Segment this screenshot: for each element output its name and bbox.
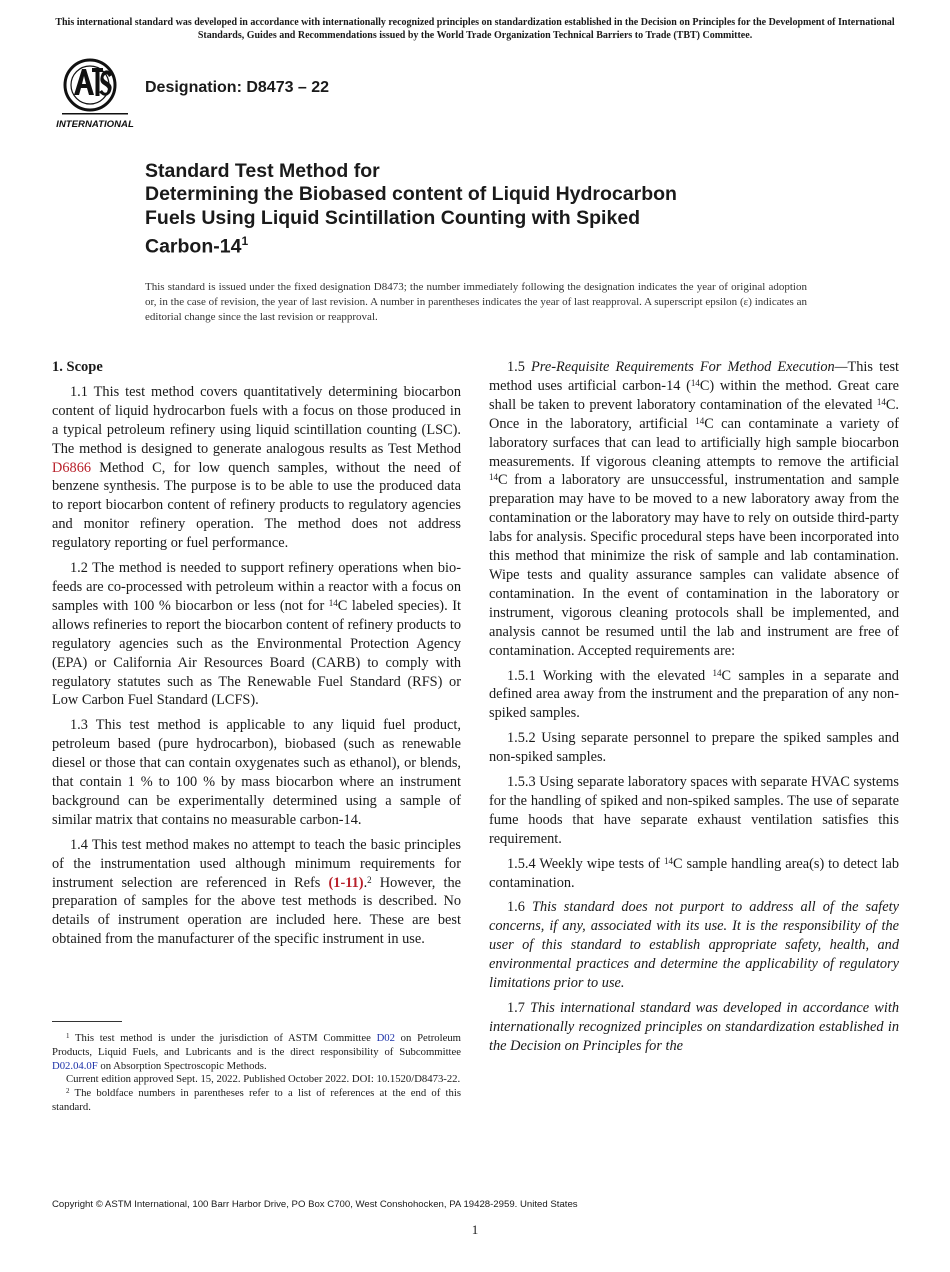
- d02-04-0f-link[interactable]: D02.04.0F: [52, 1059, 98, 1072]
- page-number: 1: [471, 1222, 479, 1237]
- left-column: [52, 358, 461, 955]
- title-line-4: [145, 230, 865, 259]
- title-line-1: Standard Test Method for: [145, 160, 380, 182]
- d6866-link[interactable]: D6866: [52, 459, 92, 476]
- footnote-1: $^1$ This test method is under the jurisdiction of ASTM Committee D02 on Petroleum Products, Liquid Fuels, and Lubricants and is the direct responsibility of Subcommittee D02.04.0F on Absorption Spectroscopic Methods.: [52, 1032, 461, 1072]
- section-1-2: 1.2 The method is needed to support refinery operations when bio-feeds are co-processed with petroleum within a reactor with a focus on samples with 100 % biocarbon or less (not for $^{14}$C labeled species). It allows refineries to report the biocarbon content of refinery products to regulatory agencies such as the Environmental Protection Agency (EPA) or California Air Resources Board (CARB) to comply with regulatory statutes such as The Renewable Fuel Standard (RFS) or Low Carbon Fuel Standard (LCFS).: [52, 560, 461, 709]
- footnote-2-mark[interactable]: 2: [367, 874, 372, 885]
- reference-link[interactable]: (1-11): [328, 874, 364, 891]
- footnote-2: $^2$ The boldface numbers in parentheses refer to a list of references at the end of this standard.: [52, 1087, 461, 1113]
- astm-logo-mark: [52, 55, 134, 133]
- title-footnote-mark[interactable]: 1: [241, 234, 249, 249]
- title-line-3: Fuels Using Liquid Scintillation Counting with Spiked: [145, 206, 641, 229]
- copyright-line: Copyright © ASTM International, 100 Barr Harbor Drive, PO Box C700, West Conshohocken, PA 19428-2959. United States: [52, 1199, 578, 1210]
- section-1-1: 1.1 This test method covers quantitatively determining biocarbon content of liquid hydrocarbon fuels with a focus on those produced in a typical petroleum refinery using liquid scintillation counting (LSC). The method is designed to generate analogous results as Test Method D6866 Method C, for low quench samples, without the need of benzene synthesis. The purpose is to be able to use the produced data to report biocarbon content of refinery products to regulatory agencies and monitor refinery operation. The method does not address regulatory reporting or fuel performance.: [52, 383, 461, 552]
- logo-text: INTERNATIONAL: [56, 119, 134, 130]
- document-title: [145, 160, 865, 259]
- scope-heading: 1. Scope: [52, 359, 103, 375]
- section-1-5-2: 1.5.2 Using separate personnel to prepare the spiked samples and non-spiked samples.: [489, 730, 899, 766]
- section-1-6: 1.6 This standard does not purport to address all of the safety concerns, if any, associated with its use. It is the responsibility of the user of this standard to establish appropriate safety, health, and environmental practices and determine the applicability of regulatory limitations prior to use.: [489, 899, 900, 992]
- section-1-4: 1.4 This test method makes no attempt to teach the basic principles of the instrumentation used although minimum requirements for instrument selection are referenced in Refs (1-11).$^2$ However, the preparation of samples for the above test methods is described. No details of instrument operation are included here. These are best obtained from the manufacturer of the specific instrument in use.: [52, 836, 461, 948]
- footnotes: [52, 1032, 461, 1115]
- designation: Designation: D8473 – 22: [145, 79, 330, 96]
- section-1-5-1: 1.5.1 Working with the elevated $^{14}$C samples in a separate and defined area away from the instrument and the preparation of any non-spiked samples.: [489, 667, 899, 722]
- section-1-3: 1.3 This test method is applicable to any liquid fuel product, petroleum based (pure hydrocarbon), biobased (such as renewable diesel or those that can contain oxygenates such as ethanol), or blends, that contain 1 % to 100 % by mass biocarbon where an instrument background can be experimentally determined using a sample of similar matrix that contains no measurable carbon-14.: [52, 717, 461, 828]
- title-line-2: Determining the Biobased content of Liquid Hydrocarbon: [145, 183, 677, 206]
- d02-link[interactable]: D02: [376, 1032, 395, 1044]
- astm-logo: [52, 55, 134, 133]
- section-1-7: 1.7 This international standard was developed in accordance with internationally recognized principles on standardization established in the Decision on Principles for the: [489, 1000, 899, 1054]
- title-line-4-text: Carbon-14: [145, 235, 242, 258]
- wto-notice: This international standard was developed in accordance with internationally recognized principles on standardization established in the Decision on Principles for the Development of International Standards, Guides and Recommendations issued by the World Trade Organization Technical Barriers to Trade (TBT) Committee.: [55, 17, 895, 41]
- edition-note: Current edition approved Sept. 15, 2022. Published October 2022. DOI: 10.1520/D8473-22.: [66, 1073, 461, 1086]
- right-column: [489, 358, 899, 1062]
- section-1-5: 1.5 Pre-Requisite Requirements For Method Execution—This test method uses artificial carbon-14 ($^{14}$C) within the method. Great care shall be taken to prevent laboratory contamination of the elevated $^{14}$C. Once in the laboratory, artificial $^{14}$C can contaminate a variety of laboratory surfaces that can lead to artificially high sample biocarbon measurements. If vigorous cleaning attempts to remove the artificial $^{14}$C from a laboratory are unsuccessful, instrumentation and sample preparation may have to be moved to a new laboratory away from the contamination or the laboratory may have to rely on outside third-party labs for analysis. Specific procedural steps have been incorporated into this method that minimize the risk of sample and lab contamination. Wipe tests and quality assurance samples can validate absence of contamination. In the event of contamination in the laboratory or instrument, vigorous cleaning protocols shall be implemented, and analysis cannot be resumed until the lab and instrument are free of contamination. Accepted requirements are:: [489, 359, 900, 659]
- issuance-note: This standard is issued under the fixed designation D8473; the number immediately following the designation indicates the year of original adoption or, in the case of revision, the year of last revision. A number in parentheses indicates the year of last reapproval. A superscript epsilon (ε) indicates an editorial change since the last revision or reapproval.: [145, 281, 807, 323]
- section-1-5-3: 1.5.3 Using separate laboratory spaces with separate HVAC systems for the handling of spiked and non-spiked samples. The use of separate fume hoods that have separate exhaust ventilation satisfies this requirement.: [489, 774, 899, 847]
- footnote-divider: [52, 1021, 122, 1022]
- section-1-5-4: 1.5.4 Weekly wipe tests of $^{14}$C sample handling area(s) to detect lab contamination.: [489, 855, 900, 891]
